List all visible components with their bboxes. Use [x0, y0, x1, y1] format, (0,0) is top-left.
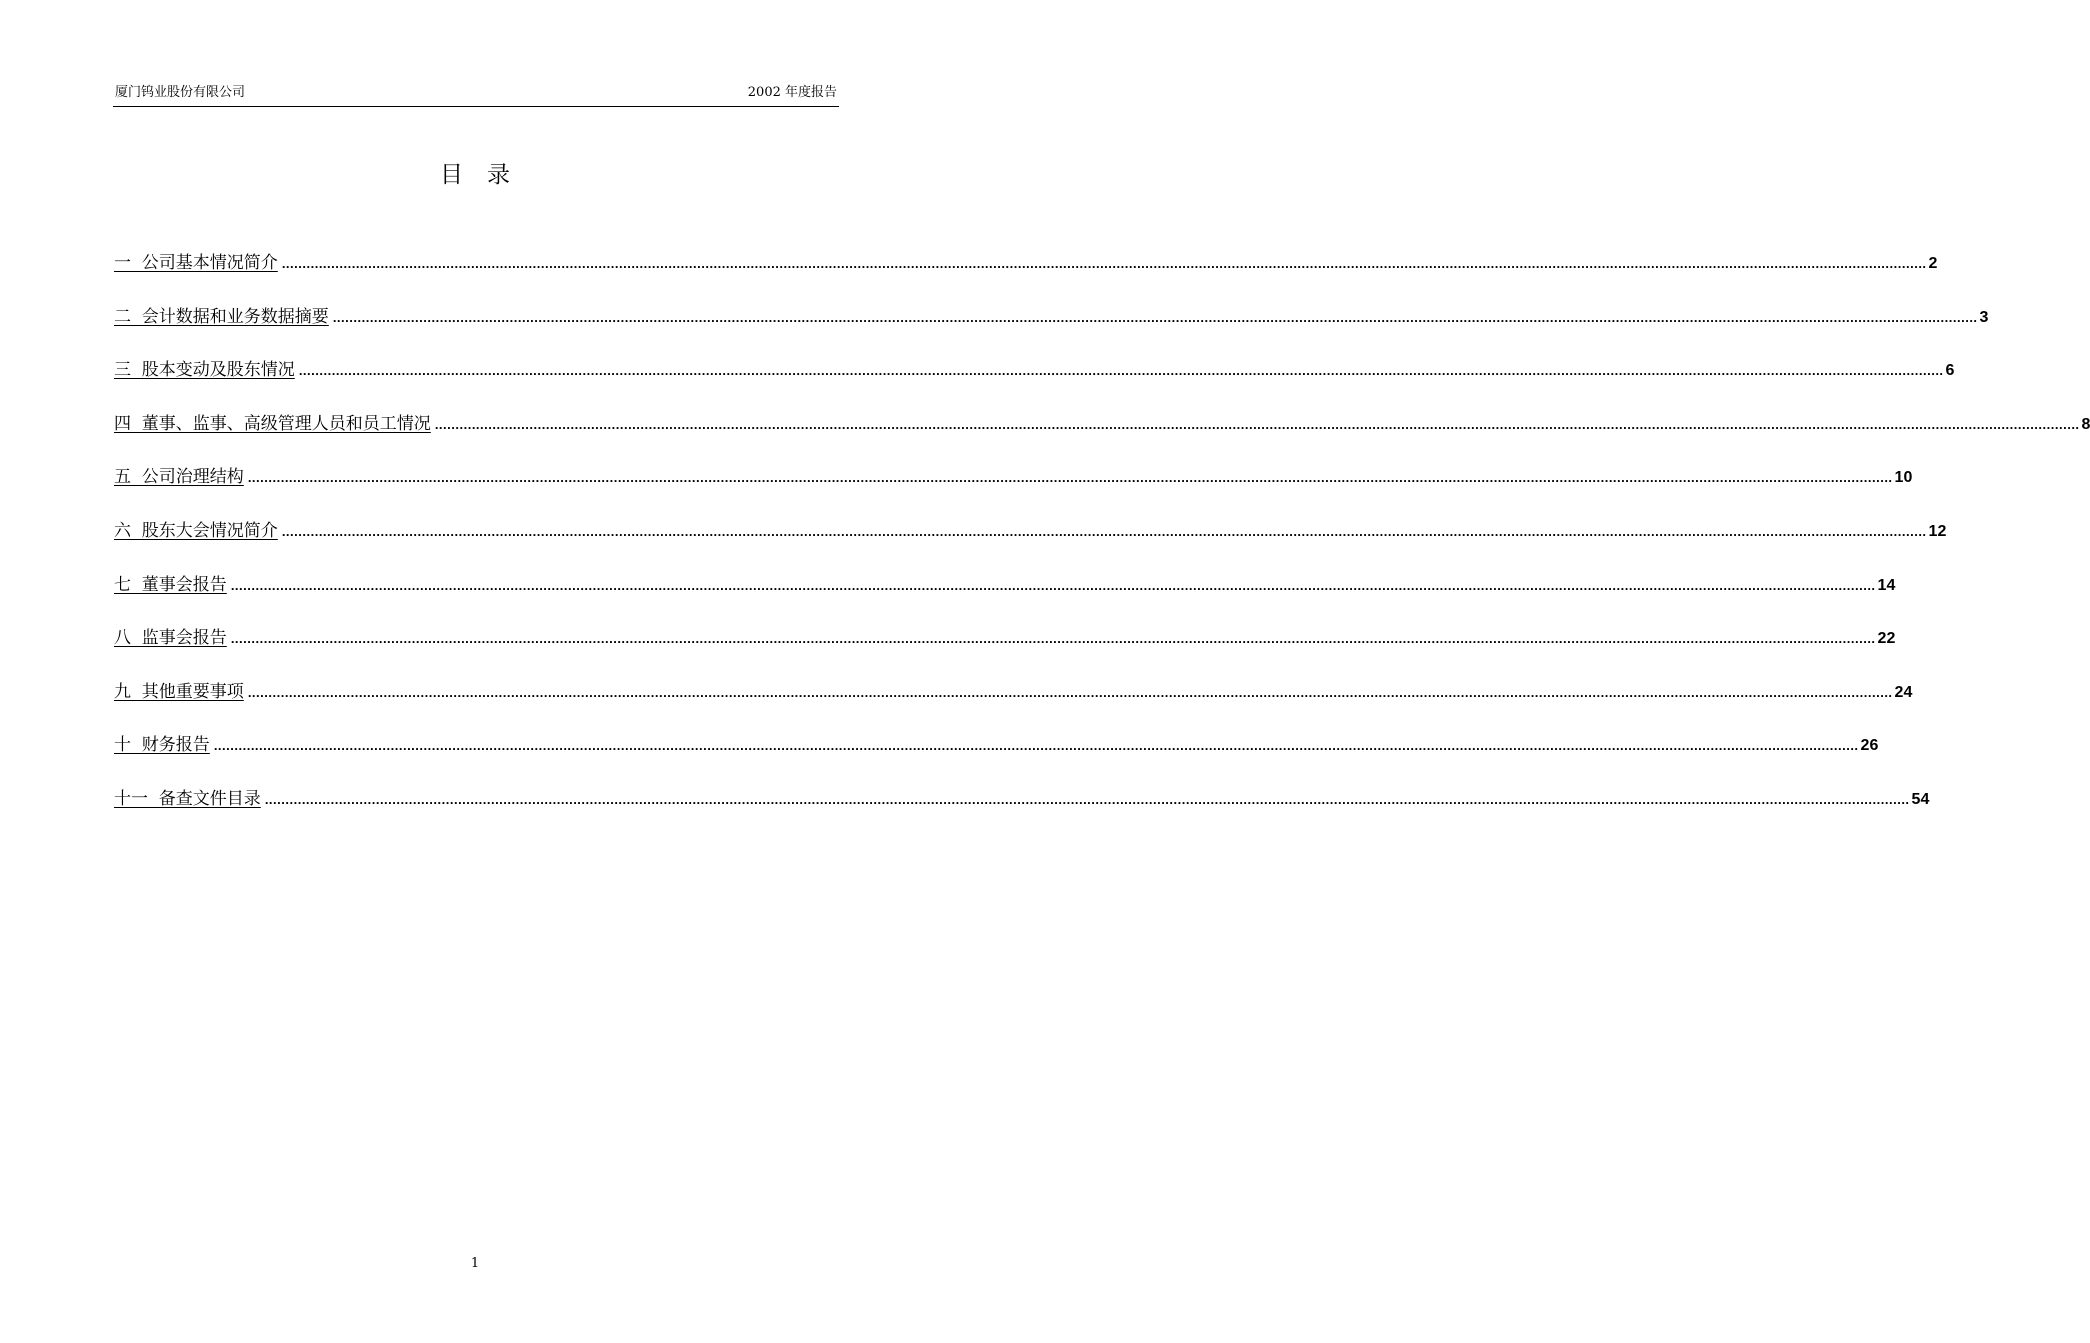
toc-entry-page-number[interactable]: 8 [2081, 415, 2090, 433]
toc-entry-label[interactable]: 六 股东大会情况简介 [114, 520, 278, 541]
toc-dot-leader: ................................................................................................................................................................................................................................................................................................................................................................................................................ [230, 577, 1876, 593]
toc-entry-label[interactable]: 八 监事会报告 [114, 628, 227, 649]
toc-entry-label[interactable]: 十 财务报告 [114, 735, 210, 756]
toc-entry-page-number[interactable]: 22 [1877, 630, 1896, 648]
header-company-name: 厦门钨业股份有限公司 [115, 85, 246, 100]
toc-entry-page-number[interactable]: 12 [1928, 522, 1947, 540]
toc-entry-label[interactable]: 三 股本变动及股东情况 [114, 360, 295, 381]
toc-dot-leader: ................................................................................................................................................................................................................................................................................................................................................................................................................ [332, 309, 1978, 325]
page-number: 1 [470, 1256, 480, 1271]
toc-dot-leader: ................................................................................................................................................................................................................................................................................................................................................................................................................ [213, 738, 1859, 754]
toc-entry[interactable] [114, 730, 1879, 784]
toc-entry[interactable] [114, 623, 1896, 677]
toc-entry-label[interactable]: 九 其他重要事项 [114, 681, 244, 702]
header-report-title: 2002 年度报告 [747, 85, 837, 100]
toc-entry[interactable] [114, 409, 2090, 463]
toc-entry-label[interactable]: 四 董事、监事、高级管理人员和员工情况 [114, 413, 431, 434]
toc-dot-leader: ................................................................................................................................................................................................................................................................................................................................................................................................................ [247, 470, 1893, 486]
table-of-contents [114, 248, 2090, 838]
toc-dot-leader: ................................................................................................................................................................................................................................................................................................................................................................................................................ [298, 363, 1944, 379]
toc-entry[interactable] [114, 677, 1913, 731]
toc-entry[interactable] [114, 516, 1947, 570]
toc-entry-label[interactable]: 五 公司治理结构 [114, 467, 244, 488]
toc-entry-label[interactable]: 七 董事会报告 [114, 574, 227, 595]
toc-dot-leader: ................................................................................................................................................................................................................................................................................................................................................................................................................ [434, 416, 2080, 432]
toc-entry[interactable] [114, 248, 1938, 302]
page-header [113, 80, 839, 107]
toc-entry-page-number[interactable]: 2 [1928, 255, 1938, 272]
toc-entry-label[interactable]: 二 会计数据和业务数据摘要 [114, 306, 329, 327]
toc-entry-page-number[interactable]: 54 [1911, 790, 1930, 808]
toc-entry[interactable] [114, 302, 1989, 356]
toc-dot-leader: ................................................................................................................................................................................................................................................................................................................................................................................................................ [247, 684, 1893, 700]
toc-dot-leader: ................................................................................................................................................................................................................................................................................................................................................................................................................ [264, 791, 1910, 807]
toc-entry-page-number[interactable]: 14 [1877, 576, 1896, 594]
toc-entry[interactable] [114, 355, 1955, 409]
toc-entry-page-number[interactable]: 3 [1979, 308, 1989, 326]
toc-entry[interactable] [114, 570, 1896, 624]
toc-dot-leader: ................................................................................................................................................................................................................................................................................................................................................................................................................ [281, 523, 1927, 539]
toc-entry[interactable] [114, 462, 1913, 516]
toc-entry-label[interactable]: 十一 备查文件目录 [114, 788, 261, 809]
toc-entry-page-number[interactable]: 26 [1860, 737, 1879, 755]
toc-dot-leader: ................................................................................................................................................................................................................................................................................................................................................................................................................ [281, 256, 1927, 271]
toc-entry[interactable] [114, 784, 1930, 838]
toc-entry-page-number[interactable]: 24 [1894, 683, 1913, 701]
toc-entry-page-number[interactable]: 10 [1894, 469, 1913, 487]
toc-dot-leader: ................................................................................................................................................................................................................................................................................................................................................................................................................ [230, 631, 1876, 647]
toc-title: 目录 [440, 162, 534, 188]
toc-entry-label[interactable]: 一 公司基本情况简介 [114, 253, 278, 273]
toc-entry-page-number[interactable]: 6 [1945, 362, 1955, 380]
